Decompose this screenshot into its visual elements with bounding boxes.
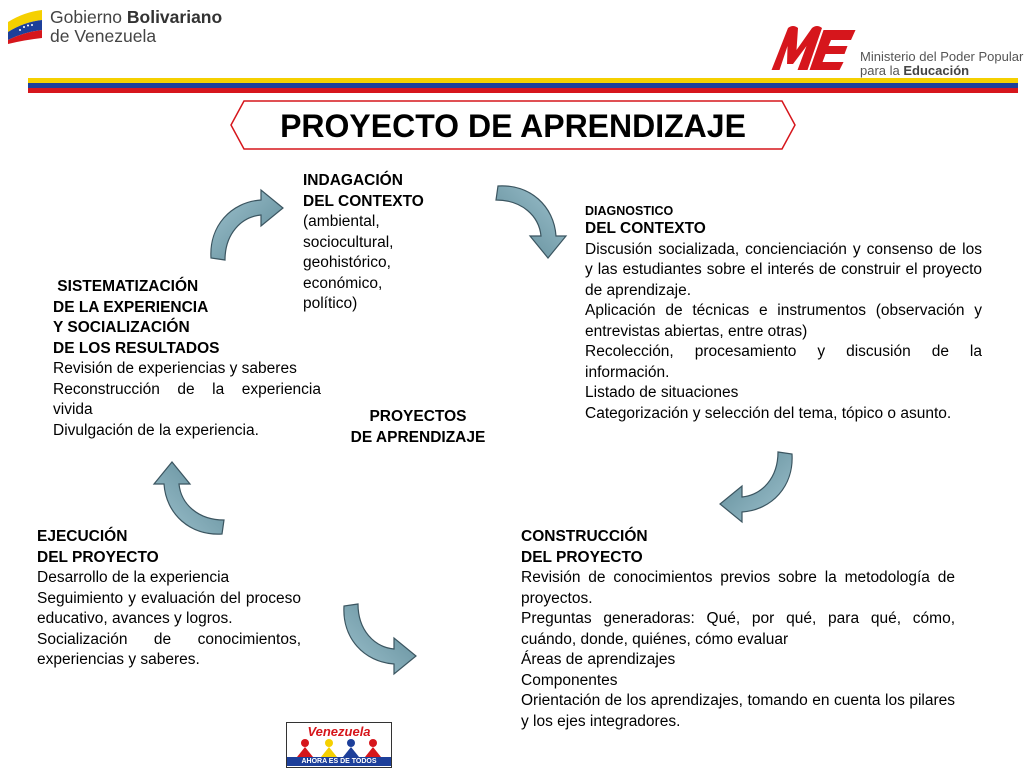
me-logo-icon bbox=[770, 20, 860, 74]
ejecucion-heading-2: DEL PROYECTO bbox=[37, 548, 159, 566]
flag-stripes bbox=[28, 78, 1018, 94]
sistematizacion-heading-4: DE LOS RESULTADOS bbox=[53, 339, 220, 357]
curved-arrow-icon bbox=[338, 596, 418, 676]
diagnostico-item: Listado de situaciones bbox=[585, 384, 739, 401]
construccion-item: Componentes bbox=[521, 671, 618, 689]
footer-logo-title: Venezuela bbox=[307, 724, 371, 739]
sistematizacion-heading-1: SISTEMATIZACIÓN bbox=[53, 278, 199, 295]
ejecucion-heading-1: EJECUCIÓN bbox=[37, 528, 128, 545]
ministerio-text: Ministerio del Poder Popular para la Educación bbox=[860, 49, 1024, 78]
construccion-heading-1: CONSTRUCCIÓN bbox=[521, 528, 648, 545]
center-label bbox=[330, 407, 506, 448]
indagacion-heading-1: INDAGACIÓN bbox=[303, 172, 403, 189]
diagnostico-item: Categorización y selección del tema, tópico o asunto. bbox=[585, 404, 952, 422]
curved-arrow-icon bbox=[718, 444, 798, 524]
construccion-block bbox=[521, 527, 955, 732]
indagacion-line: económico, bbox=[303, 274, 383, 292]
indagacion-line: (ambiental, bbox=[303, 213, 380, 230]
gobierno-text: Gobierno Bolivariano de Venezuela bbox=[50, 7, 223, 46]
ejecucion-item: Desarrollo de la experiencia bbox=[37, 569, 230, 586]
sistematizacion-heading-3: Y SOCIALIZACIÓN bbox=[53, 319, 190, 336]
sistematizacion-block bbox=[53, 277, 321, 441]
construccion-heading-2: DEL PROYECTO bbox=[521, 548, 643, 566]
gobierno-bolivariano-logo bbox=[6, 4, 246, 48]
indagacion-line: político) bbox=[303, 295, 358, 312]
construccion-item: Preguntas generadoras: Qué, por qué, para qué, cómo, cuándo, donde, quiénes, cómo evaluar bbox=[521, 610, 955, 648]
people-figures-icon bbox=[291, 738, 387, 758]
ejecucion-block bbox=[37, 527, 301, 671]
diagnostico-item: Aplicación de técnicas e instrumentos (observación y entrevistas abiertas, entre otras) bbox=[585, 302, 982, 340]
ejecucion-item: Seguimiento y evaluación del proceso educativo, avances y logros. bbox=[37, 589, 301, 627]
construccion-item: Revisión de conocimientos previos sobre la metodología de proyectos. bbox=[521, 569, 955, 607]
curved-arrow-icon bbox=[152, 460, 232, 540]
diagnostico-heading-1: DIAGNOSTICO bbox=[585, 204, 674, 218]
sistematizacion-item: Revisión de experiencias y saberes bbox=[53, 360, 297, 377]
indagacion-line: sociocultural, bbox=[303, 233, 394, 251]
construccion-item: Orientación de los aprendizajes, tomando en cuenta los pilares y los ejes integradores. bbox=[521, 692, 955, 730]
venezuela-flag-icon bbox=[6, 8, 44, 44]
diagnostico-item: Discusión socializada, concienciación y consenso de los y las estudiantes sobre el interés de construir el proyecto de aprendizaje. bbox=[585, 240, 982, 299]
red-stripe bbox=[28, 88, 1018, 93]
venezuela-ahora-es-de-todos-logo bbox=[286, 722, 392, 768]
curved-arrow-icon bbox=[205, 188, 285, 266]
diagnostico-heading-2: DEL CONTEXTO bbox=[585, 220, 706, 237]
sistematizacion-heading-2: DE LA EXPERIENCIA bbox=[53, 298, 209, 316]
diagnostico-item: Recolección, procesamiento y discusión de la información. bbox=[585, 343, 982, 381]
curved-arrow-icon bbox=[488, 180, 568, 260]
page-title: PROYECTO DE APRENDIZAJE bbox=[280, 108, 746, 144]
indagacion-line: geohistórico, bbox=[303, 254, 391, 271]
sistematizacion-item: Divulgación de la experiencia. bbox=[53, 421, 259, 439]
indagacion-block bbox=[303, 171, 463, 315]
center-label-line1: PROYECTOS bbox=[369, 408, 467, 425]
indagacion-heading-2: DEL CONTEXTO bbox=[303, 192, 424, 210]
title-box bbox=[230, 100, 796, 150]
construccion-item: Áreas de aprendizajes bbox=[521, 651, 676, 668]
ejecucion-item: Socialización de conocimientos, experiencias y saberes. bbox=[37, 630, 301, 668]
diagnostico-block bbox=[585, 203, 982, 424]
center-label-line2: DE APRENDIZAJE bbox=[350, 428, 486, 446]
sistematizacion-item: Reconstrucción de la experiencia vivida bbox=[53, 380, 321, 418]
footer-logo-slogan: AHORA ES DE TODOS bbox=[287, 757, 391, 766]
